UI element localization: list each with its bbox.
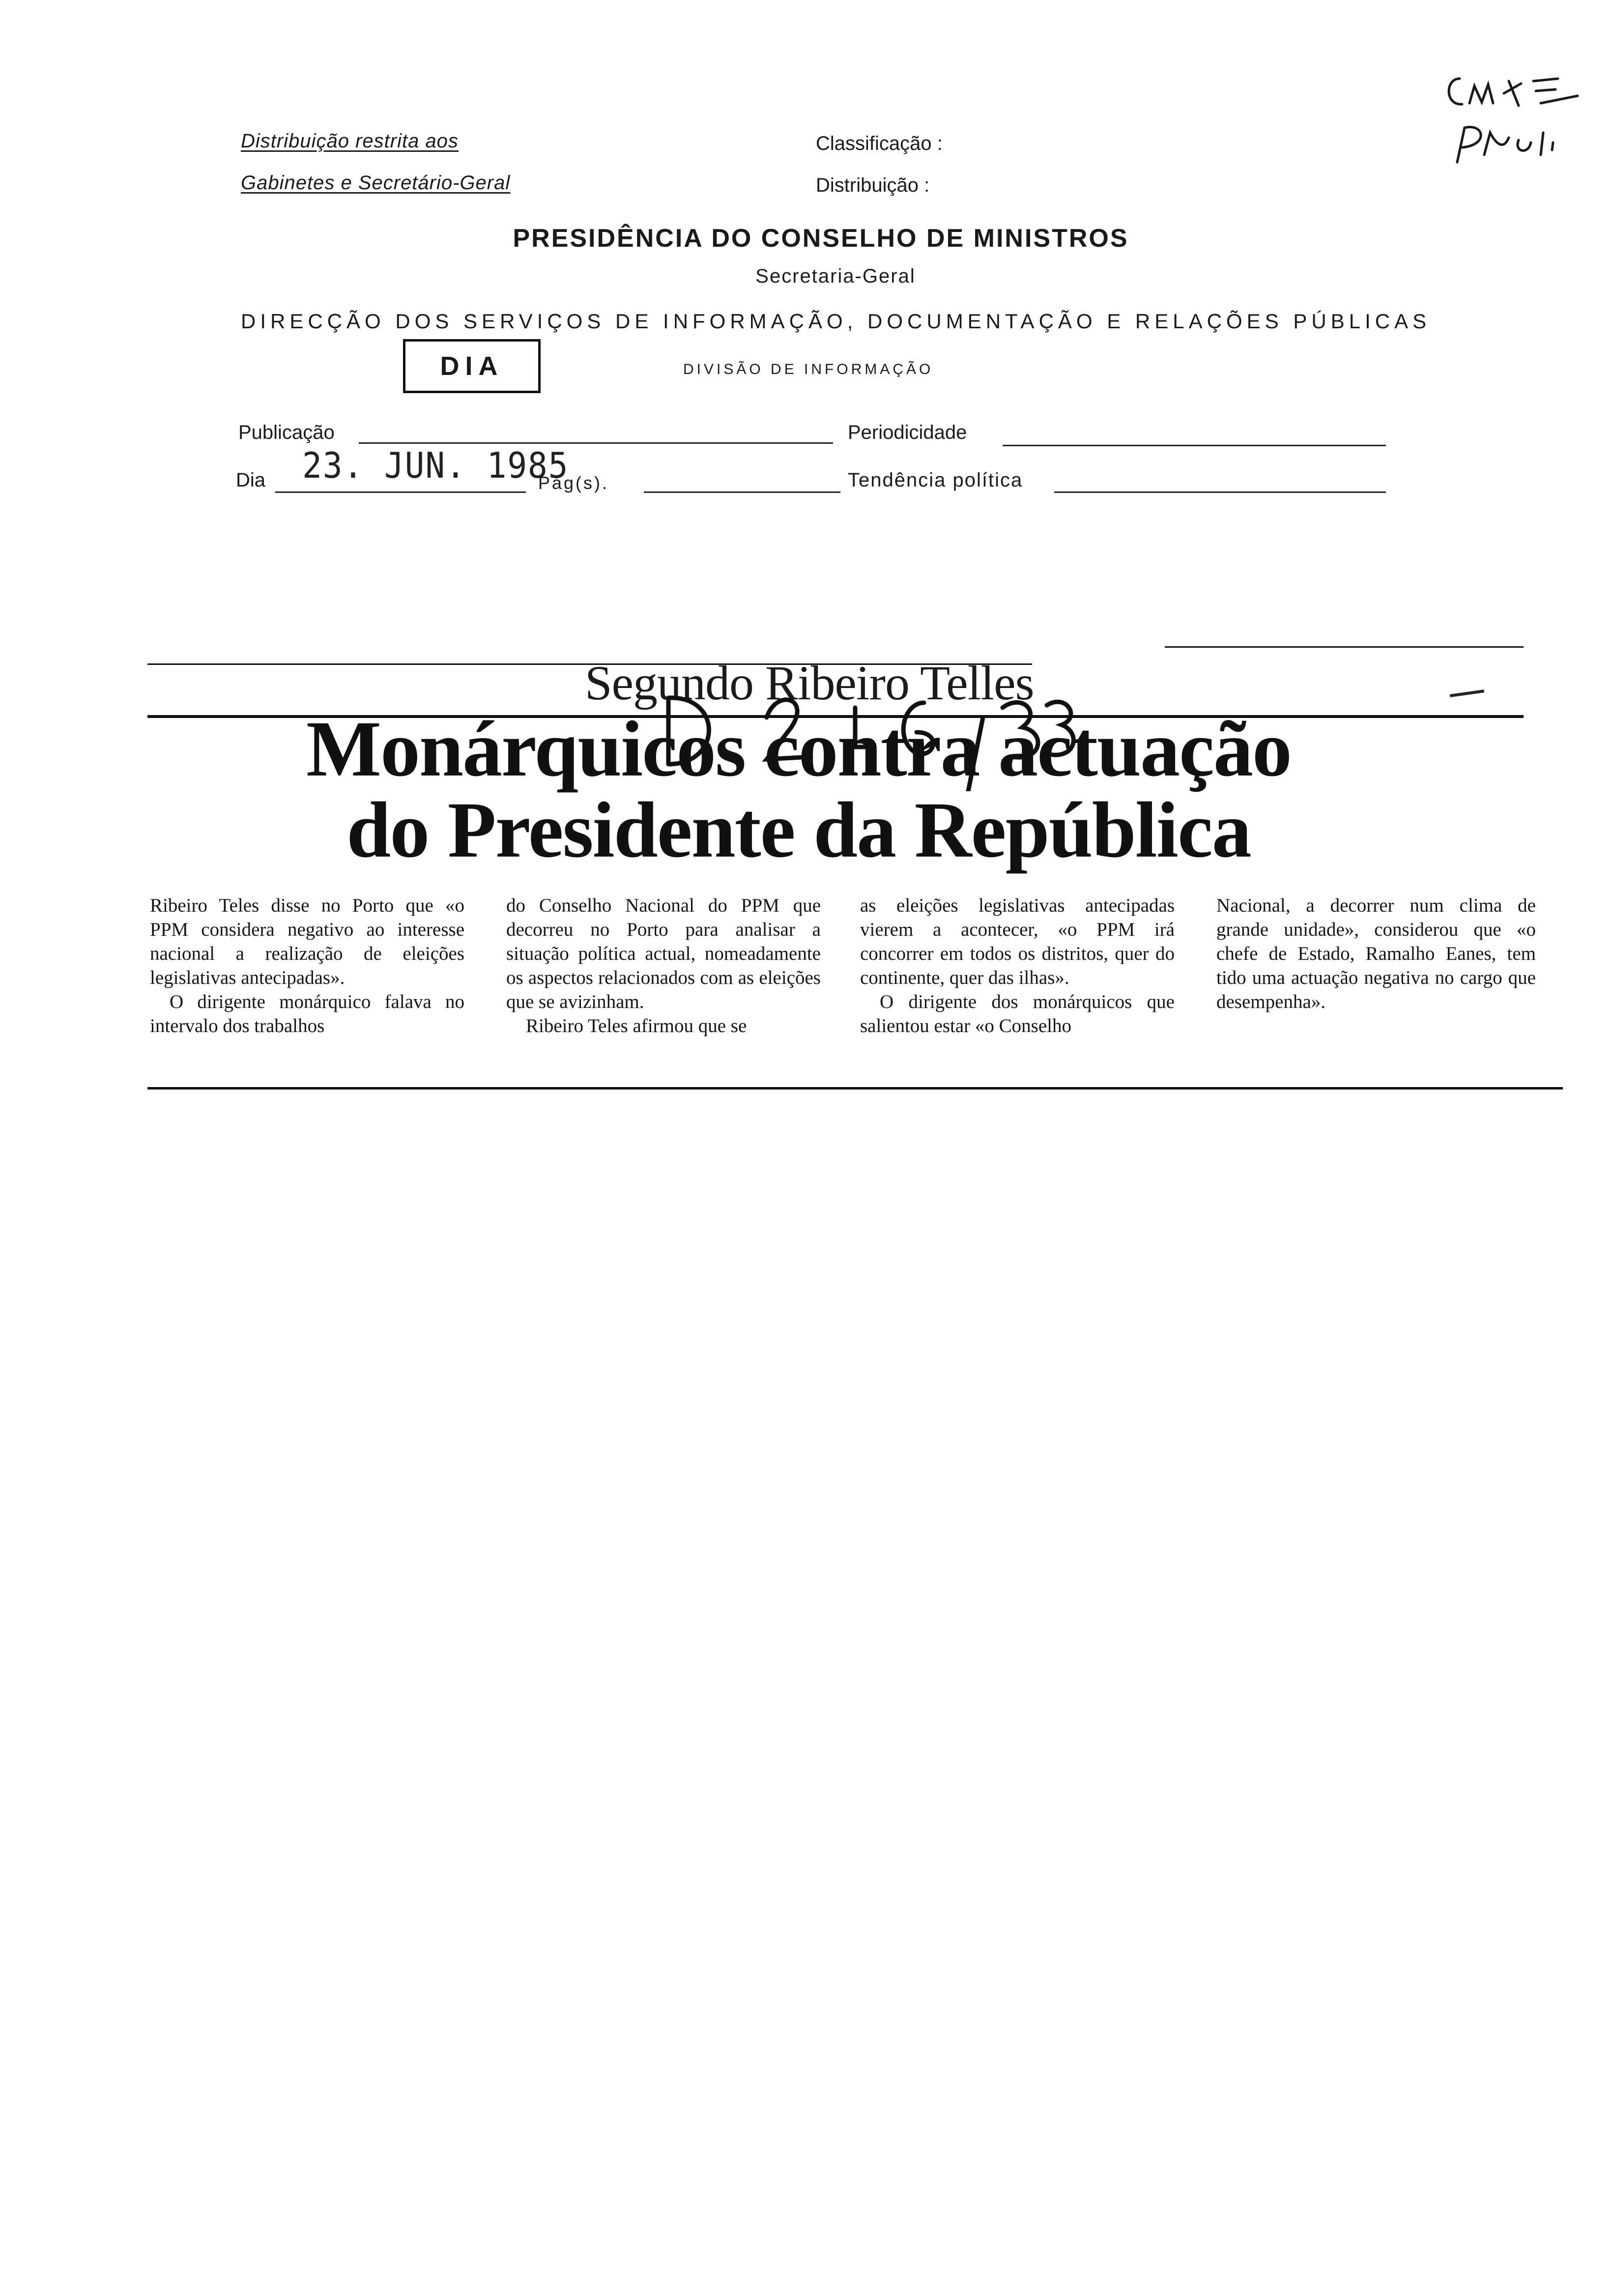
pags-field-line [644,491,840,493]
column-2-paragraph-2: Ribeiro Teles afirmou que se [526,1015,747,1036]
periodicidade-label: Periodicidade [848,422,967,443]
org-title: PRESIDÊNCIA DO CONSELHO DE MINISTROS [513,224,1129,253]
article-column-2 [506,893,821,1038]
tendencia-label: Tendência política [848,469,1023,491]
column-1-paragraph-1: Ribeiro Teles disse no Porto que «o PPM considera negativo ao interesse nacional a realização de eleições legislativas antecipadas». [150,895,464,988]
distribution-notice-line1: Distribuição restrita aos [241,130,459,152]
article-headline-line1: Monárquicos contra actuação [306,705,1291,793]
column-3-paragraph-2: O dirigente dos monárquicos que salientou estar «o Conselho [860,991,1175,1036]
article-bottom-rule [147,1087,1563,1090]
pags-label: Pág(s). [538,473,609,493]
org-subtitle: Secretaria-Geral [755,265,916,287]
column-1-paragraph-2: O dirigente monárquico falava no intervalo dos trabalhos [150,991,464,1036]
division-label: DIVISÃO DE INFORMAÇÃO [683,361,934,377]
dia-date-stamp: 23. JUN. 1985 [302,445,569,486]
article-column-4 [1216,893,1536,1014]
distribution-notice-line2: Gabinetes e Secretário-Geral [241,172,511,194]
article-column-1 [150,893,464,1038]
dia-label: Dia [236,469,266,491]
article-kicker: Segundo Ribeiro Telles [585,656,1034,710]
handwritten-reference [649,678,1081,791]
org-direction: DIRECÇÃO DOS SERVIÇOS DE INFORMAÇÃO, DOCUMENTAÇÃO E RELAÇÕES PÚBLICAS [241,310,1431,333]
column-3-paragraph-1: as eleições legislativas antecipadas vierem a acontecer, «o PPM irá concorrer em todos os distritos, quer do continente, quer das ilhas». [860,895,1175,988]
handwritten-annotation [1435,59,1583,182]
publicacao-label: Publicação [238,422,335,443]
article-top-rule-right [1165,646,1524,648]
tendencia-field-line [1054,491,1386,493]
article-headline-line2: do Presidente da República [346,786,1251,874]
classificacao-label: Classificação : [816,133,943,154]
column-2-paragraph-1: do Conselho Nacional do PPM que decorreu no Porto para analisar a situação política actual, nomeadamente os aspectos relacionados com as eleições que se avizinham. [506,895,821,1012]
dia-field-line [275,491,526,493]
distribuicao-label: Distribuição : [816,174,930,196]
periodicidade-field-line [1003,445,1386,446]
dia-stamp-text: DIA [440,351,504,381]
article-column-3 [860,893,1175,1038]
dia-stamp [403,339,541,393]
publicacao-field-line [359,442,833,444]
margin-mark [1450,689,1484,697]
column-4-paragraph-1: Nacional, a decorrer num clima de grande unidade», considerou que «o chefe de Estado, Ramalho Eanes, tem tido uma actuação negativa no cargo que desempenha». [1216,895,1536,1012]
